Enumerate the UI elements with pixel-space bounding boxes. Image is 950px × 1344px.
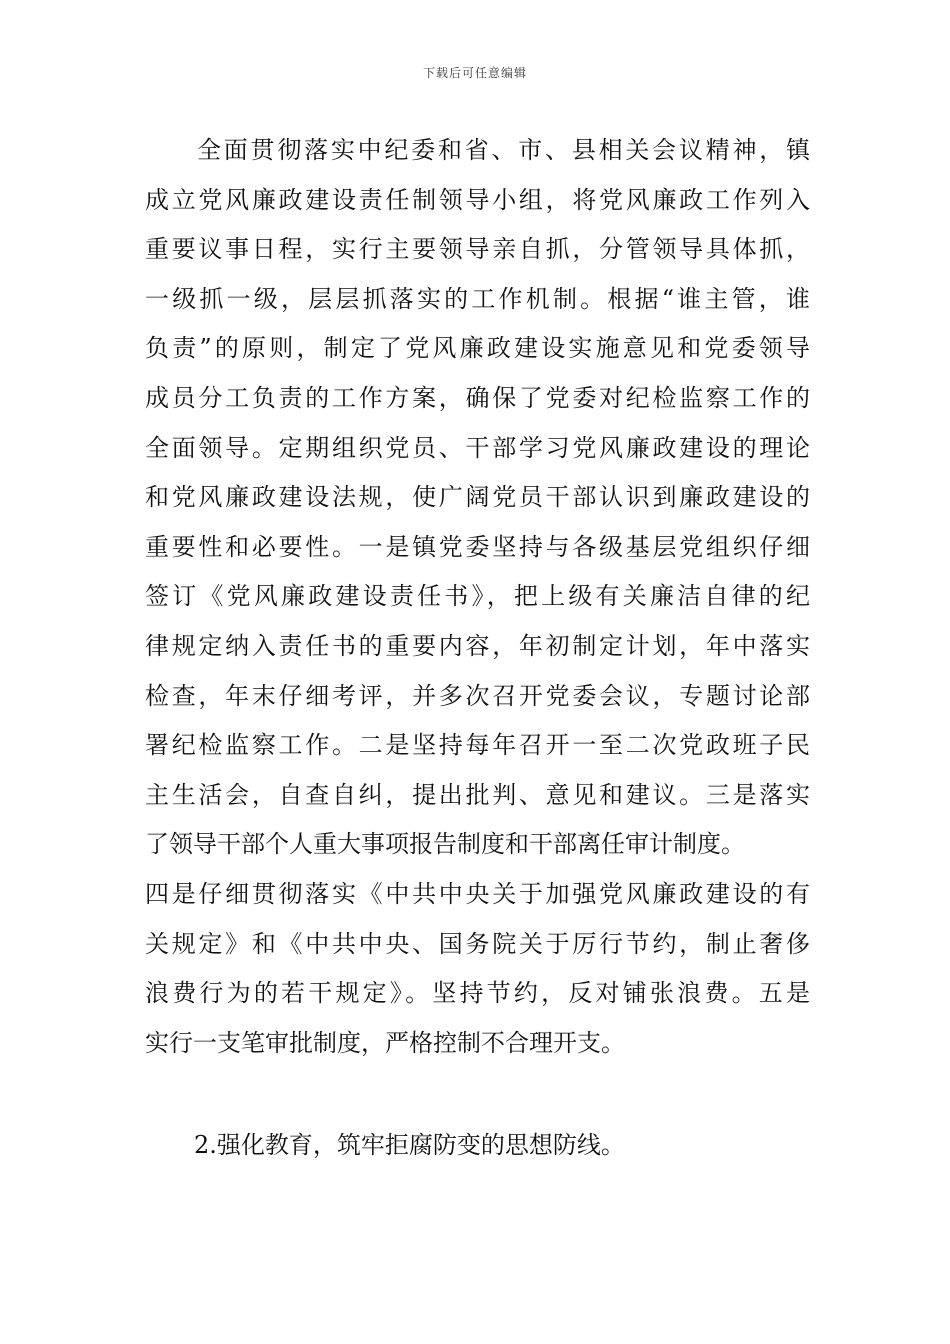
paragraph-line: 重要性和必要性。一是镇党委坚持与各级基层党组织仔细 [145, 532, 810, 561]
page-header-note: 下载后可任意编辑 [422, 66, 527, 80]
paragraph-line: 全面贯彻落实中纪委和省、市、县相关会议精神，镇 [197, 136, 810, 164]
body-paragraph [145, 126, 810, 1068]
section-heading: 2.强化教育，筑牢拒腐防变的思想防线。 [194, 1131, 625, 1159]
paragraph-line: 关规定》和《中共中央、国务院关于厉行节约，制止奢侈 [145, 929, 810, 958]
paragraph-line: 签订《党风廉政建设责任书》，把上级有关廉洁自律的纪 [145, 582, 810, 611]
paragraph-line: 浪费行为的若干规定》。坚持节约，反对铺张浪费。五是 [145, 979, 810, 1008]
paragraph-line: 全面领导。定期组织党员、干部学习党风廉政建设的理论 [145, 433, 810, 462]
paragraph-line: 主生活会，自查自纠，提出批判、意见和建议。三是落实 [145, 780, 810, 809]
paragraph-line: 成员分工负责的工作方案，确保了党委对纪检监察工作的 [145, 383, 810, 412]
paragraph-line: 四是仔细贯彻落实《中共中央关于加强党风廉政建设的有 [145, 879, 810, 908]
paragraph-line: 署纪检监察工作。二是坚持每年召开一至二次党政班子民 [145, 731, 810, 760]
paragraph-line: 律规定纳入责任书的重要内容，年初制定计划，年中落实 [145, 631, 810, 660]
paragraph-line: 了领导干部个人重大事项报告制度和干部离任审计制度。 [145, 830, 745, 859]
paragraph-line: 实行一支笔审批制度，严格控制不合理开支。 [145, 1028, 625, 1057]
paragraph-line: 负责”的原则，制定了党风廉政建设实施意见和党委领导 [145, 334, 810, 363]
paragraph-line: 检查，年末仔细考评，并多次召开党委会议，专题讨论部 [145, 681, 810, 710]
paragraph-line: 和党风廉政建设法规，使广阔党员干部认识到廉政建设的 [145, 483, 810, 512]
paragraph-line: 重要议事日程，实行主要领导亲自抓，分管领导具体抓， [145, 235, 810, 264]
paragraph-line: 成立党风廉政建设责任制领导小组，将党风廉政工作列入 [145, 185, 810, 214]
paragraph-line: 一级抓一级，层层抓落实的工作机制。根据“谁主管，谁 [145, 284, 810, 313]
